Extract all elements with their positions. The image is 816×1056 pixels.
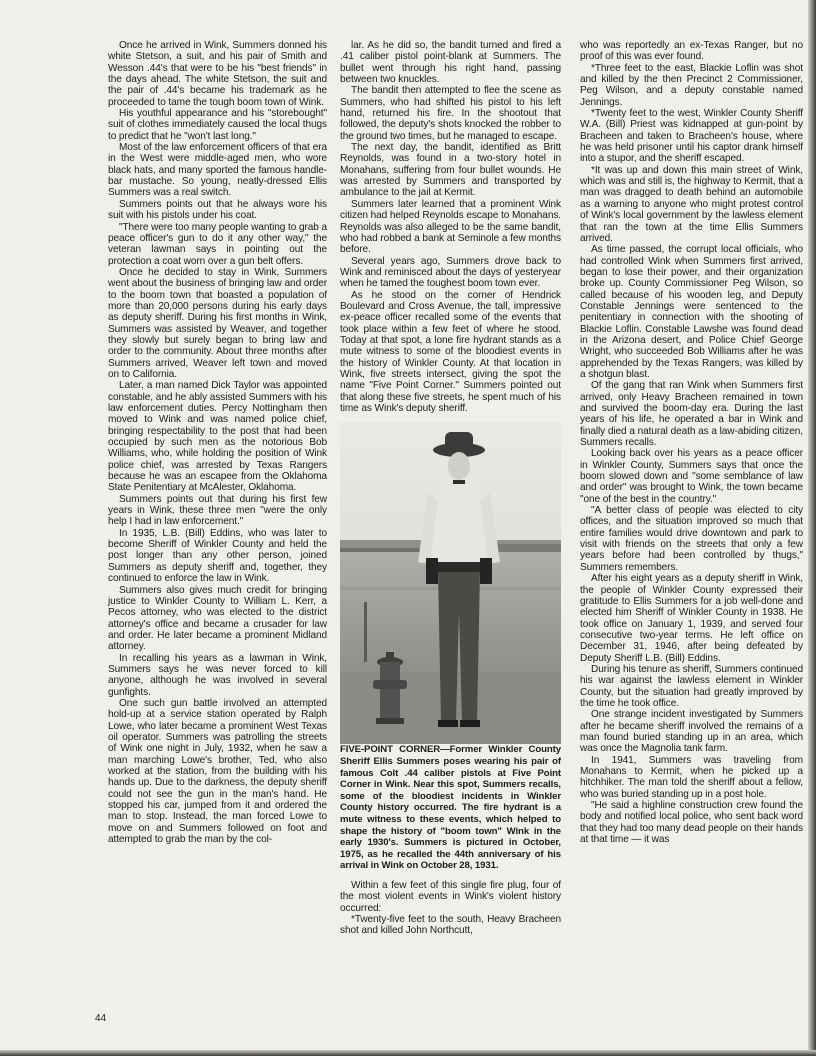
- paragraph: The next day, the bandit, identified as Britt Reynolds, was found in a two-story hotel in Monahans, suffering from four bullet wounds. He was arrested by Summers and transported by ambulance to the jail at Kermit.: [340, 142, 561, 199]
- paragraph: In 1935, L.B. (Bill) Eddins, who was later to become Sheriff of Winkler County and held the post longer than any other person, joined Summers as deputy sheriff and, together, they continued to enforce the law in Wink.: [108, 527, 327, 585]
- paragraph: Summers points out that during his first few years in Wink, these three men "were the only help I had in law enforcement.": [108, 493, 327, 528]
- paragraph: Later, a man named Dick Taylor was appointed constable, and he ably assisted Summers with his law enforcement duties. Percy Nottingham then moved to Wink and was named police chief, bringing respectability to the post that had been occupied by such men as the notorious Bob Williams, who, while holding the position of Wink police chief, was arrested by Texas Rangers because he was an escapee from the Oklahoma State Penitentiary at McAlester, Oklahoma.: [108, 380, 327, 494]
- paragraph: After his eight years as a deputy sheriff in Wink, the people of Winkler County expressed their gratitude to Ellis Summers for a job well-done and elected him Sheriff of Winkler County in 1938. He took office on January 1, 1939, and served four consecutive two-year terms. He left office on December 31, 1946, after being defeated by Deputy Sheriff L.B. (Bill) Eddins.: [580, 573, 803, 664]
- paragraph: Most of the law enforcement officers of that era in the West were middle-aged men, who wore black hats, and many sported the famous handle-bar mustache. So young, neatly-dressed Ellis Summers was a real switch.: [108, 142, 327, 199]
- paragraph: *Three feet to the east, Blackie Loflin was shot and killed by the then Precinct 2 Commissioner, Peg Wilson, and a deputy constable named Jennings.: [580, 62, 803, 108]
- paragraph: Within a few feet of this single fire plug, four of the most violent events in Wink's violent history occurred:: [340, 879, 561, 914]
- paragraph: One such gun battle involved an attempted hold-up at a service station operated by Ralph Lowe, who later became a prominent West Texas oil operator. Summers was patrolling the streets of Wink one night in July, 1932, when he saw a man marching Lowe's brother, Ted, who also worked at the station, from the building with his hands up. Due to the darkness, the deputy sheriff could not see the gun in the man's hand. He stopped his car, jumped from it and ordered the man to stop. Instead, the man forced Lowe to move on and Summers followed on foot and attempted to grab the man by the col-: [108, 697, 327, 846]
- paragraph: *Twenty-five feet to the south, Heavy Bracheen shot and killed John Northcutt,: [340, 913, 561, 937]
- paragraph: Summers later learned that a prominent Wink citizen had helped Reynolds escape to Monahans. Reynolds was also alleged to be the same bandit, who had robbed a bank at Seminole a few months before.: [340, 198, 561, 256]
- paragraph: Of the gang that ran Wink when Summers first arrived, only Heavy Bracheen remained in town and survived the boom-day era. During the last years of his life, he operated a bar in Wink and finally died a natural death as a law-abiding citizen, Summers recalls.: [580, 380, 803, 449]
- paragraph: Summers also gives much credit for bringing justice to Winkler County to William L. Kerr, a Pecos attorney, who was elected to the district attorney's office and became a crusader for law and order. He later became a prominent Midland attorney.: [108, 584, 327, 653]
- paragraph: "There were too many people wanting to grab a peace officer's gun to do it any other way," the veteran lawman says in pointing out the protection a coat worn over a gun belt offers.: [108, 221, 327, 267]
- paragraph: The bandit then attempted to flee the scene as Summers, who had shifted his pistol to his left hand, returned his fire. In the shootout that followed, the deputy's shots knocked the robber to the ground two times, but he managed to escape.: [340, 85, 561, 142]
- paragraph: In 1941, Summers was traveling from Monahans to Kermit, when he picked up a hitchhiker. The man told the sheriff about a fellow, who was buried standing up in a post hole.: [580, 754, 803, 800]
- paragraph: As he stood on the corner of Hendrick Boulevard and Cross Avenue, the tall, impressive ex-peace officer recalled some of the events that took place within a few feet of where he stood. Today at that spot, a lone fire hydrant stands as a mute witness to some of the bloodiest events in the history of Winkler County. At that location in Wink, five streets intersect, giving the spot the name "Five Point Corner." Summers pointed out that along these five streets, he spent much of his time as Wink's deputy sheriff.: [340, 289, 561, 414]
- photo-caption: FIVE-POINT CORNER—Former Winkler County Sheriff Ellis Summers poses wearing his pair of famous Colt .44 caliber pistols at Five Point Corner in Wink. Near this spot, Summers recalls, some of the bloodiest incidents in Winkler County history occurred. The fire hydrant is a mute witness to these events, which helped to shape the history of "boom town" Wink in the early 1930's. Summers is pictured in October, 1975, as he recalled the 44th anniversary of his arrival in Wink on October 28, 1931.: [340, 744, 561, 872]
- paragraph: His youthful appearance and his "storebought" suit of clothes immediately caused the local thugs to predict that he "won't last long.": [108, 108, 327, 142]
- text-column-1: [108, 40, 327, 845]
- paragraph: One strange incident investigated by Summers after he became sheriff involved the remains of a man found buried standing up in an area, which was once the Magnolia tank farm.: [580, 709, 803, 755]
- paragraph: *Twenty feet to the west, Winkler County Sheriff W.A. (Bill) Priest was kidnapped at gun-point by Bracheen and taken to Bracheen's house, where he was held prisoner until his captor drank himself into a stupor, and the sheriff escaped.: [580, 108, 803, 165]
- text-column-3: [580, 40, 803, 845]
- paragraph: As time passed, the corrupt local officials, who had controlled Wink when Summers first arrived, began to lose their power, and their organization broke up. County Commissioner Peg Wilson, so called because of his wooden leg, and Deputy Constable Jennings were sentenced to the penitentiary in connection with the shooting of Blackie Loflin. Constable Lawshe was found dead in the Arizona desert, and Police Chief George Wright, who succeeded Bob Williams after he was apprehended by the Texas Rangers, was killed by a shotgun blast.: [580, 244, 803, 380]
- sheriff-photo: [340, 422, 561, 744]
- page-bottom-edge: [0, 1050, 816, 1056]
- paragraph: Looking back over his years as a peace officer in Winkler County, Summers says that once the boom slowed down and "some semblance of law and order" was brought to Wink, the town became "one of the best in the country.": [580, 448, 803, 505]
- binding-edge: [808, 0, 816, 1056]
- paragraph: "A better class of people was elected to city offices, and the situation improved so much that entire families would drive downtown and park to visit with friends on the streets that only a few years before had been controlled by thugs," Summers remembers.: [580, 505, 803, 573]
- paragraph: Once he decided to stay in Wink, Summers went about the business of bringing law and order to the boom town that boasted a population of more than 20,000 persons during his early days as deputy sheriff. During his first months in Wink, Summers was assisted by Weaver, and together they slowly but surely began to bring law and order to the community. About three months after Summers arrived, Weaver left town and moved on to California.: [108, 266, 327, 380]
- paragraph: Several years ago, Summers drove back to Wink and reminisced about the days of yesteryear when he tamed the toughest boom town ever.: [340, 255, 561, 290]
- text-column-2: [340, 40, 561, 937]
- paragraph: lar. As he did so, the bandit turned and fired a .41 caliber pistol point-blank at Summers. The bullet went through his right hand, passing between two knuckles.: [340, 40, 561, 86]
- paragraph: In recalling his years as a lawman in Wink, Summers says he was never forced to kill anyone, although he was involved in several gunfights.: [108, 652, 327, 698]
- paragraph: During his tenure as sheriff, Summers continued his war against the lawless element in Winkler County, but the situation had greatly improved by the time he took office.: [580, 663, 803, 709]
- page-number: 44: [95, 1013, 107, 1024]
- photo-figure: [340, 422, 561, 872]
- paragraph: who was reportedly an ex-Texas Ranger, but no proof of this was ever found.: [580, 40, 803, 63]
- paragraph: *It was up and down this main street of Wink, which was and still is, the highway to Kermit, that a man was dragged to death behind an automobile as a warning to anyone who might protest control of Wink's local government by the lawless element that ran the town at the time Ellis Summers arrived.: [580, 164, 803, 244]
- paragraph: "He said a highline construction crew found the body and notified local police, who sent back word that they had too many dead people on their hands at that time — it was: [580, 800, 803, 846]
- paragraph: Once he arrived in Wink, Summers donned his white Stetson, a suit, and his pair of Smith and Wesson .44's that were to be his "best friends" in the days ahead. The white Stetson, the suit and the pair of .44's became his trademark as he proceeded to tame the tough boom town of Wink.: [108, 40, 327, 108]
- paragraph: Summers points out that he always wore his suit with his pistols under his coat.: [108, 198, 327, 222]
